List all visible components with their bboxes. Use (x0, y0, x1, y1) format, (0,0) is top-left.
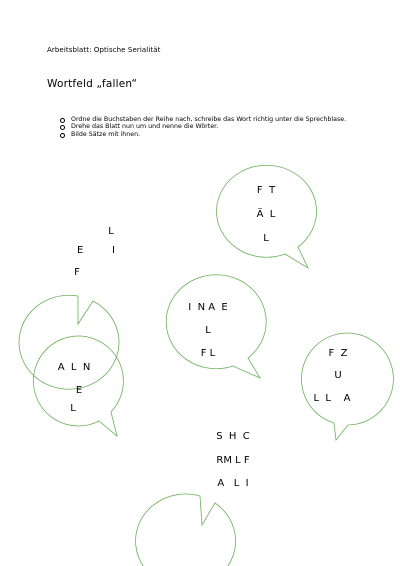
bubble-6-letters-line-2: RM L F (216, 455, 250, 466)
speech-bubble-3 (166, 275, 266, 378)
bubble-1-letters-line-1: F T (256, 185, 276, 196)
worksheet-subtitle: Arbeitsblatt: Optische Serialität (47, 46, 161, 54)
instruction-item: Drehe das Blatt nun um und nenne die Wörter. (60, 123, 360, 130)
bubble-2-letters-line-3: F (74, 267, 80, 278)
speech-bubble-6 (136, 494, 236, 566)
bubble-6-letters-line-3: A L I (217, 478, 249, 489)
bubble-2-letters-line-2: E I (77, 245, 115, 256)
bubble-5-letters-line-2: U (334, 370, 342, 381)
instruction-item: Bilde Sätze mit ihnen. (60, 131, 360, 138)
worksheet-title: Wortfeld „fallen“ (47, 78, 138, 90)
bubble-3-letters-line-3: F L (200, 348, 216, 359)
instruction-item: Ordne die Buchstaben der Reihe nach, schreibe das Wort richtig unter die Sprechblase. (60, 116, 360, 123)
bubble-3-letters-line-2: L (205, 325, 211, 336)
bubble-4-letters-line-2: E (75, 385, 83, 396)
bubble-5-letters-line-3: L L A (313, 393, 351, 404)
bubble-4-letters-line-1: A L N (57, 362, 91, 373)
bubble-1-letters-line-2: Ä L (256, 209, 276, 220)
bubble-5-letters-line-1: F Z (328, 348, 348, 359)
bubble-4-letters-line-3: L (70, 403, 76, 414)
bubble-6-letters-line-1: S H C (216, 431, 250, 442)
bubble-1-letters-line-3: L (263, 233, 269, 244)
bubble-3-letters-line-1: I N A E (188, 302, 228, 313)
bubble-2-letters-line-1: L (108, 226, 114, 237)
